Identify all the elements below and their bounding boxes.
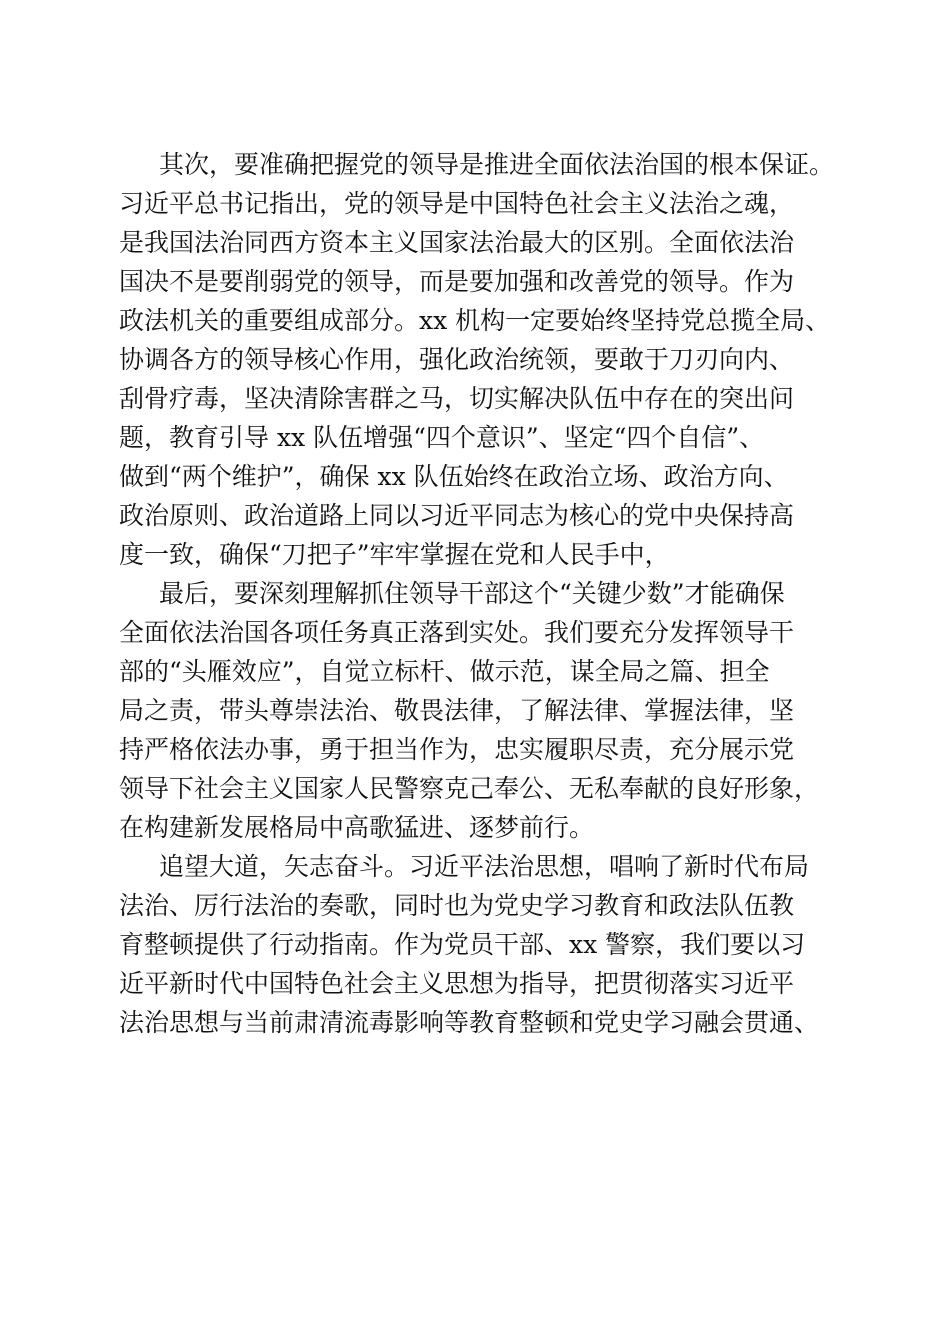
document-body	[119, 145, 839, 1042]
text-line: 最后，要深刻理解抓住领导干部这个“关键少数”才能确保	[159, 579, 785, 608]
text-line: 在构建新发展格局中高歌猛进、逐梦前行。	[119, 813, 595, 842]
paragraph-key-minority	[119, 574, 839, 847]
paragraph-conclusion	[119, 847, 839, 1042]
text-line: 是我国法治同西方资本主义国家法治最大的区别。全面依法治	[119, 228, 795, 257]
text-line: 习近平总书记指出，党的领导是中国特色社会主义法治之魂，	[119, 189, 795, 218]
text-line: 其次，要准确把握党的领导是推进全面依法治国的根本保证。	[159, 150, 835, 179]
text-line: 追望大道，矢志奋斗。习近平法治思想，唱响了新时代布局	[159, 852, 810, 881]
text-line: 局之责，带头尊崇法治、敬畏法律，了解法律、掌握法律，坚	[119, 696, 795, 725]
text-line: 政治原则、政治道路上同以习近平同志为核心的党中央保持高	[119, 501, 795, 530]
text-line: 育整顿提供了行动指南。作为党员干部、xx 警察，我们要以习	[119, 930, 806, 959]
paragraph-party-leadership	[119, 145, 839, 574]
text-line: 持严格依法办事，勇于担当作为，忠实履职尽责，充分展示党	[119, 735, 795, 764]
text-line: 度一致，确保“刀把子”牢牢掌握在党和人民手中，	[119, 540, 670, 569]
text-line: 协调各方的领导核心作用，强化政治统领，要敢于刀刃向内、	[119, 345, 795, 374]
text-line: 部的“头雁效应”，自觉立标杆、做示范，谋全局之篇、担全	[119, 657, 770, 686]
text-line: 法治思想与当前肃清流毒影响等教育整顿和党史学习融会贯通、	[119, 1008, 820, 1037]
text-line: 领导下社会主义国家人民警察克己奉公、无私奉献的良好形象，	[119, 774, 820, 803]
text-line: 刮骨疗毒，坚决清除害群之马，切实解决队伍中存在的突出问	[119, 384, 795, 413]
text-line: 政法机关的重要组成部分。xx 机构一定要始终坚持党总揽全局、	[119, 306, 831, 335]
text-line: 国决不是要削弱党的领导，而是要加强和改善党的领导。作为	[119, 267, 795, 296]
text-line: 题，教育引导 xx 队伍增强“四个意识”、坚定“四个自信”、	[119, 423, 765, 452]
text-line: 全面依法治国各项任务真正落到实处。我们要充分发挥领导干	[119, 618, 795, 647]
text-line: 近平新时代中国特色社会主义思想为指导，把贯彻落实习近平	[119, 969, 795, 998]
text-line: 法治、厉行法治的奏歌，同时也为党史学习教育和政法队伍教	[119, 891, 795, 920]
text-line: 做到“两个维护”，确保 xx 队伍始终在政治立场、政治方向、	[119, 462, 789, 491]
